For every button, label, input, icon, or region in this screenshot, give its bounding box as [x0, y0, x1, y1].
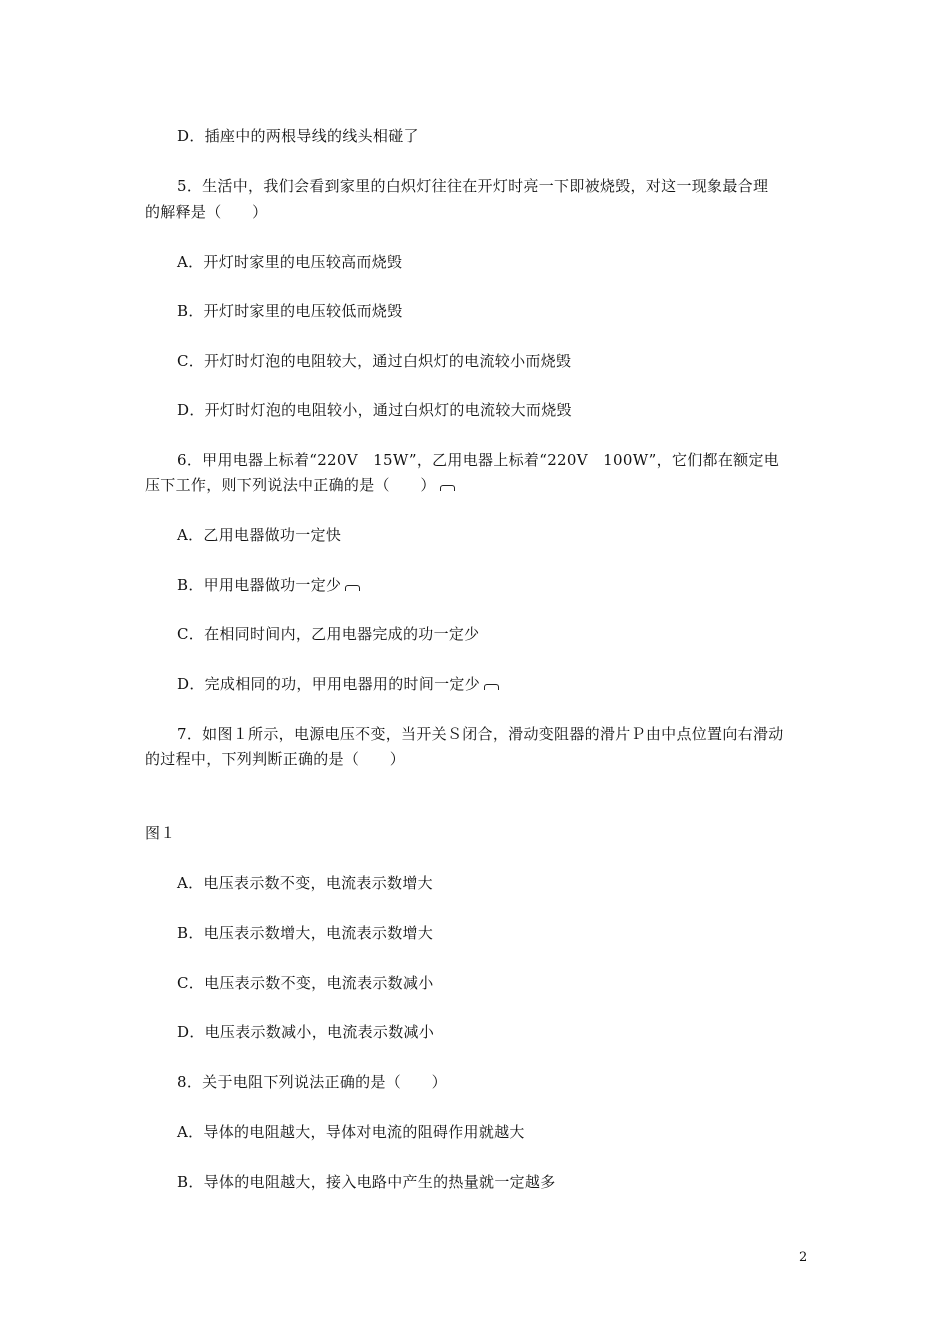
q6-stem-line-2-wrap	[145, 475, 455, 495]
q7-option-d: D．电压表示数减小，电流表示数减小	[177, 1023, 435, 1041]
scan-artifact-mark	[484, 684, 499, 690]
figure-label: 图１	[145, 824, 176, 842]
q6-option-c: C．在相同时间内，乙用电器完成的功一定少	[177, 625, 480, 643]
page-number: 2	[799, 1250, 808, 1265]
q7-stem-line-2: 的过程中，下列判断正确的是（ ）	[145, 750, 406, 768]
q6-stem-line-1: 6．甲用电器上标着“220V 15W”，乙用电器上标着“220V 100W”，它们都在额定电	[177, 451, 780, 469]
q7-option-c: C．电压表示数不变，电流表示数减小	[177, 974, 434, 992]
q5-stem-line-2: 的解释是（ ）	[145, 203, 268, 221]
q5-option-b: B．开灯时家里的电压较低而烧毁	[177, 302, 403, 320]
q7-option-a: A．电压表示数不变，电流表示数增大	[177, 874, 433, 892]
q6-stem-line-2: 压下工作，则下列说法中正确的是（ ）	[145, 476, 436, 494]
q6-option-a: A．乙用电器做功一定快	[177, 526, 342, 544]
q8-option-a: A．导体的电阻越大，导体对电流的阻碍作用就越大	[177, 1123, 525, 1141]
q5-option-a: A．开灯时家里的电压较高而烧毁	[177, 253, 403, 271]
q6-option-b: B．甲用电器做功一定少	[177, 576, 342, 594]
q8-option-b: B．导体的电阻越大，接入电路中产生的热量就一定越多	[177, 1173, 556, 1191]
q5-option-d: D．开灯时灯泡的电阻较小，通过白炽灯的电流较大而烧毁	[177, 401, 572, 419]
scan-artifact-mark	[345, 585, 360, 591]
q4-option-d: D．插座中的两根导线的线头相碰了	[177, 127, 419, 145]
q6-option-d: D．完成相同的功，甲用电器用的时间一定少	[177, 675, 481, 693]
q6-option-b-wrap	[177, 575, 360, 595]
q8-stem: 8．关于电阻下列说法正确的是（ ）	[177, 1073, 447, 1091]
q5-stem-line-1: 5．生活中，我们会看到家里的白炽灯往往在开灯时亮一下即被烧毁，对这一现象最合理	[177, 177, 769, 195]
q5-option-c: C．开灯时灯泡的电阻较大，通过白炽灯的电流较小而烧毁	[177, 352, 572, 370]
scan-artifact-mark	[440, 485, 455, 491]
q6-option-d-wrap	[177, 674, 499, 694]
q7-stem-line-1: 7．如图１所示，电源电压不变，当开关Ｓ闭合，滑动变阻器的滑片Ｐ由中点位置向右滑动	[177, 725, 784, 743]
q7-option-b: B．电压表示数增大，电流表示数增大	[177, 924, 434, 942]
